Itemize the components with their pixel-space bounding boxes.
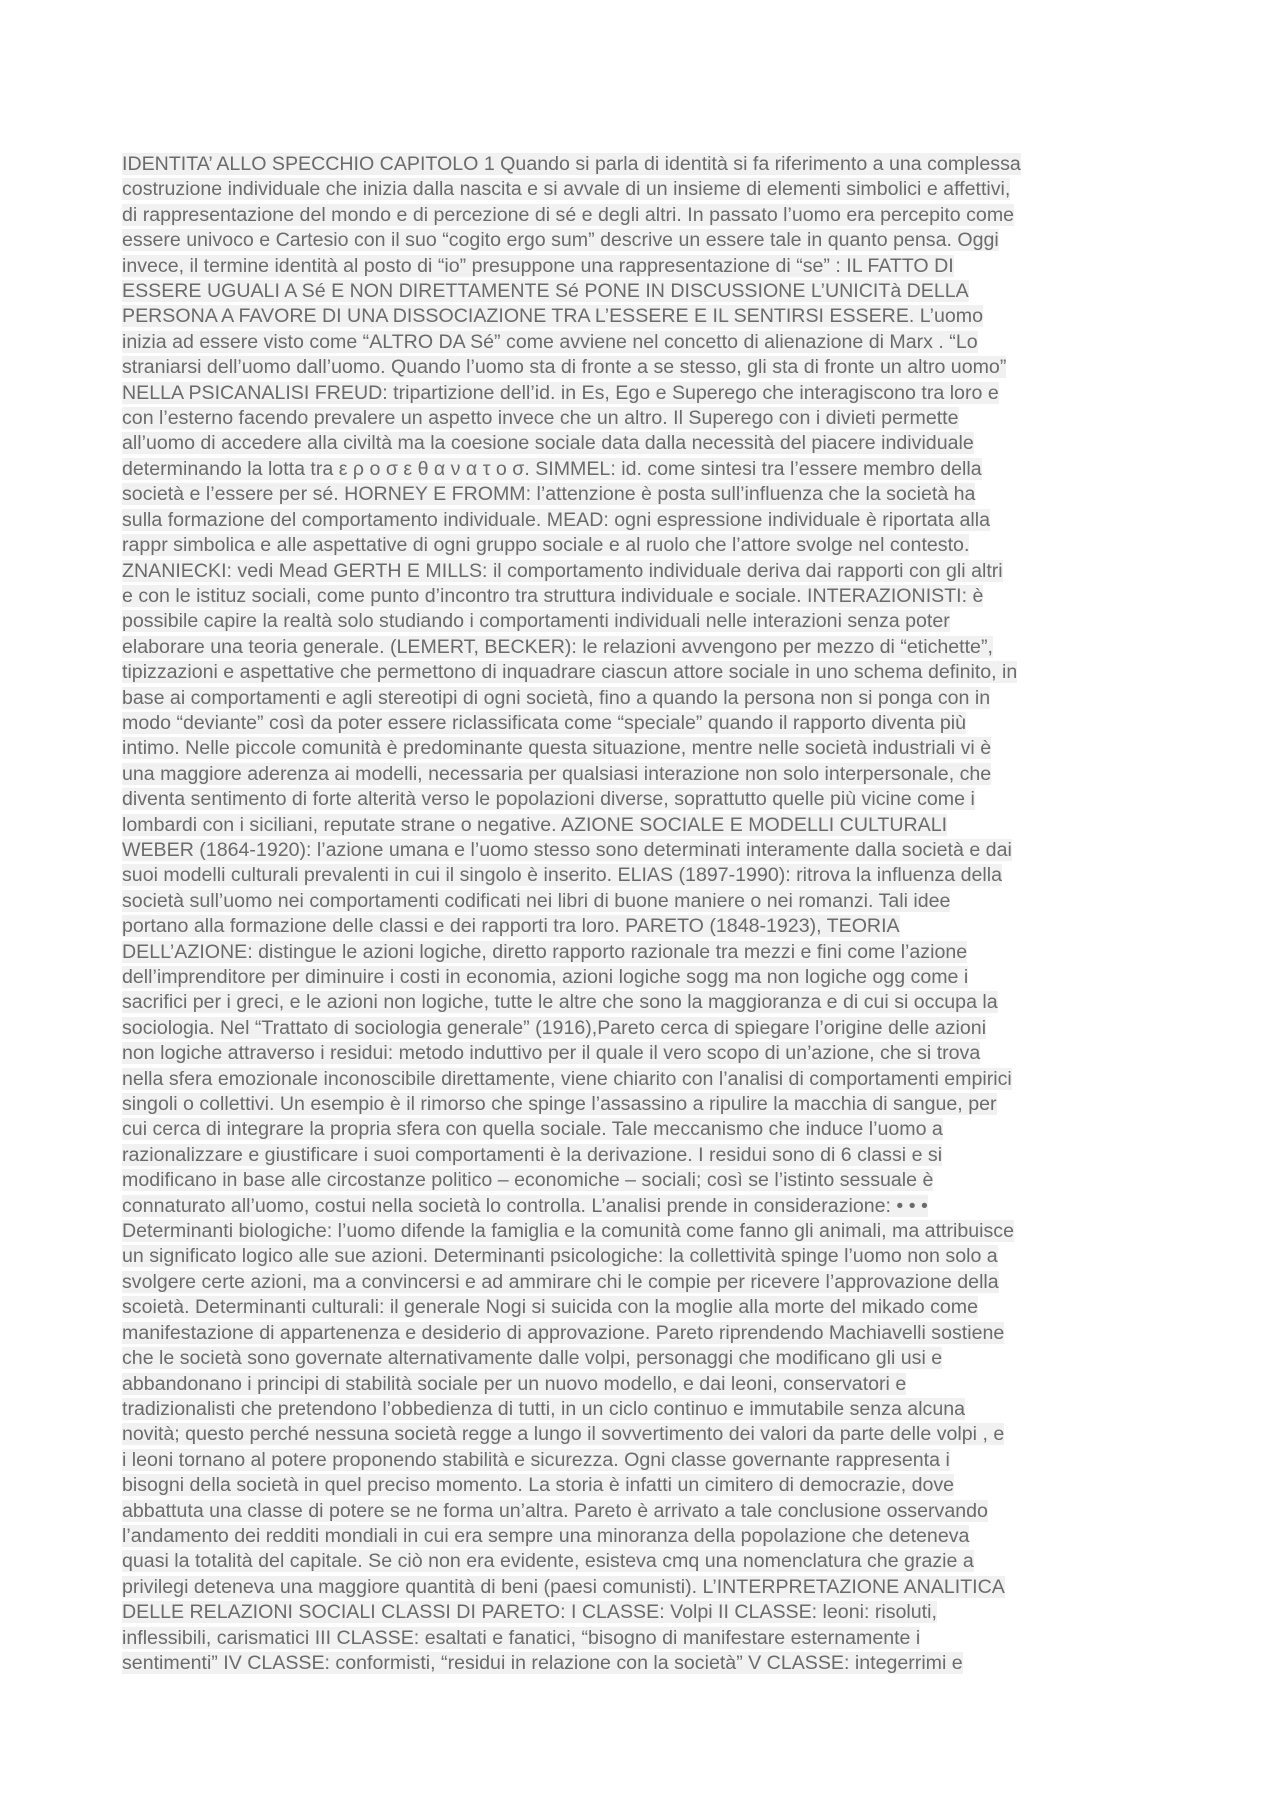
text-line [122,152,1170,177]
text-line-content: ESSERE UGUALI A Sé E NON DIRETTAMENTE Sé PONE IN DISCUSSIONE L’UNICITà DELLA [122,280,969,303]
text-line-content: una maggiore aderenza ai modelli, necessaria per qualsiasi interazione non solo interpersonale, che [122,762,992,785]
text-line [122,457,1170,482]
text-line [122,990,1170,1015]
text-line-content: DELL’AZIONE: distingue le azioni logiche, diretto rapporto razionale tra mezzi e fini come l’azione [122,940,968,963]
text-line [122,1067,1170,1092]
text-line-content: sociologia. Nel “Trattato di sociologia generale” (1916),Pareto cerca di spiegare l’origine delle azioni [122,1016,987,1039]
text-line [122,279,1170,304]
text-line-content: Determinanti biologiche: l’uomo difende la famiglia e la comunità come fanno gli animali, ma attribuisce [122,1220,1014,1243]
text-line [122,203,1170,228]
text-line-content: base ai comportamenti e agli stereotipi di ogni società, fino a quando la persona non si ponga con in [122,686,991,709]
text-line-content: singoli o collettivi. Un esempio è il rimorso che spinge l’assassino a ripulire la macchia di sangue, per [122,1093,997,1116]
text-line [122,914,1170,939]
text-line [122,406,1170,431]
text-line-content: razionalizzare e giustificare i suoi comportamenti è la derivazione. I residui sono di 6 classi e si [122,1143,943,1166]
text-line-content: all’uomo di accedere alla civiltà ma la coesione sociale data dalla necessità del piacere individuale [122,432,974,455]
text-line [122,508,1170,533]
text-line [122,711,1170,736]
text-line-content: connaturato all’uomo, costui nella società lo controlla. L’analisi prende in considerazione: • • • [122,1194,928,1217]
text-line [122,965,1170,990]
text-line-content: società e l’essere per sé. HORNEY E FROMM: l’attenzione è posta sull’influenza che la società ha [122,483,976,506]
text-line-content: straniarsi dell’uomo dall’uomo. Quando l’uomo sta di fronte a se stesso, gli sta di fronte un altro uomo” [122,356,1007,379]
text-line [122,1016,1170,1041]
text-line [122,1143,1170,1168]
text-line [122,1041,1170,1066]
text-line-content: diventa sentimento di forte alterità verso le popolazioni diverse, soprattutto quelle più vicine come i [122,788,975,811]
text-line-content: ZNANIECKI: vedi Mead GERTH E MILLS: il comportamento individuale deriva dai rapporti con gli altri [122,559,1003,582]
text-line-content: quasi la totalità del capitale. Se ciò non era evidente, esisteva cmq una nomenclatura che grazie a [122,1550,974,1573]
text-line-content: possibile capire la realtà solo studiando i comportamenti individuali nelle interazioni senza poter [122,610,950,633]
text-line-content: costruzione individuale che inizia dalla nascita e si avvale di un insieme di elementi simbolici e affettivi, [122,178,1011,201]
text-line-content: suoi modelli culturali prevalenti in cui il singolo è inserito. ELIAS (1897-1990): ritrova la influenza della [122,864,1003,887]
text-line [122,304,1170,329]
text-line [122,1117,1170,1142]
text-line [122,1524,1170,1549]
text-line [122,1651,1170,1676]
text-line [122,863,1170,888]
text-line [122,559,1170,584]
text-line-content: bisogni della società in quel preciso momento. La storia è infatti un cimitero di democrazie, dove [122,1474,955,1497]
text-line [122,431,1170,456]
text-line [122,889,1170,914]
text-line [122,1168,1170,1193]
text-line-content: elaborare una teoria generale. (LEMERT, BECKER): le relazioni avvengono per mezzo di “etichette”, [122,635,993,658]
text-line [122,1092,1170,1117]
text-line-content: essere univoco e Cartesio con il suo “cogito ergo sum” descrive un essere tale in quanto pensa. Oggi [122,229,999,252]
text-line-content: con l’esterno facendo prevalere un aspetto invece che un altro. Il Superego con i divieti permette [122,407,959,430]
text-line-content: sulla formazione del comportamento individuale. MEAD: ogni espressione individuale è riportata alla [122,508,991,531]
text-line [122,762,1170,787]
text-line-content: l’andamento dei redditi mondiali in cui era sempre una minoranza della popolazione che deteneva [122,1524,970,1547]
text-line-content: un significato logico alle sue azioni. Determinanti psicologiche: la collettività spinge l’uomo non solo a [122,1245,998,1268]
text-line-content: modo “deviante” così da poter essere riclassificata come “speciale” quando il rapporto diventa più [122,711,967,734]
text-line-content: cui cerca di integrare la propria sfera con quella sociale. Tale meccanismo che induce l’uomo a [122,1118,943,1141]
text-line-content: lombardi con i siciliani, reputate strane o negative. AZIONE SOCIALE E MODELLI CULTURALI [122,813,948,836]
text-line-content: di rappresentazione del mondo e di percezione di sé e degli altri. In passato l’uomo era percepito come [122,203,1015,226]
text-line [122,1473,1170,1498]
text-line [122,1346,1170,1371]
text-line [122,533,1170,558]
text-line-content: invece, il termine identità al posto di “io” presuppone una rappresentazione di “se” : IL FATTO DI [122,254,954,277]
text-line [122,635,1170,660]
text-line [122,228,1170,253]
text-line [122,1575,1170,1600]
text-line-content: inizia ad essere visto come “ALTRO DA Sé” come avviene nel concetto di alienazione di Marx . “Lo [122,330,978,353]
text-line-content: modificano in base alle circostanze politico – economiche – sociali; così se l’istinto sessuale è [122,1169,934,1192]
text-line-content: NELLA PSICANALISI FREUD: tripartizione dell’id. in Es, Ego e Superego che interagiscono tra loro e [122,381,999,404]
text-line-content: intimo. Nelle piccole comunità è predominante questa situazione, mentre nelle società industriali vi è [122,737,992,760]
text-line [122,1219,1170,1244]
text-line [122,254,1170,279]
text-line [122,686,1170,711]
text-line [122,838,1170,863]
text-line [122,1499,1170,1524]
text-line [122,1448,1170,1473]
text-line [122,381,1170,406]
text-line [122,584,1170,609]
text-line-content: novità; questo perché nessuna società regge a lungo il sovvertimento dei valori da parte delle volpi , e [122,1423,1005,1446]
text-line-content: abbattuta una classe di potere se ne forma un’altra. Pareto è arrivato a tale conclusione osservando [122,1499,988,1522]
text-line [122,1600,1170,1625]
text-line [122,1397,1170,1422]
text-line-content: scoietà. Determinanti culturali: il generale Nogi si suicida con la moglie alla morte del mikado come [122,1296,978,1319]
text-line [122,736,1170,761]
text-line-content: DELLE RELAZIONI SOCIALI CLASSI DI PARETO: I CLASSE: Volpi II CLASSE: leoni: risoluti, [122,1601,937,1624]
text-line [122,355,1170,380]
text-line [122,1194,1170,1219]
text-line [122,1321,1170,1346]
text-line-content: nella sfera emozionale inconoscibile direttamente, viene chiarito con l’analisi di comportamenti empirici [122,1067,1012,1090]
text-line-content: inflessibili, carismatici III CLASSE: esaltati e fanatici, “bisogno di manifestare esternamente i [122,1626,921,1649]
text-line-content: IDENTITA’ ALLO SPECCHIO CAPITOLO 1 Quando si parla di identità si fa riferimento a una complessa [122,153,1021,175]
text-line [122,330,1170,355]
text-line [122,1422,1170,1447]
text-line-content: abbandonano i principi di stabilità sociale per un nuovo modello, e dai leoni, conservatori e [122,1372,907,1395]
text-line [122,813,1170,838]
text-line-content: sentimenti” IV CLASSE: conformisti, “residui in relazione con la società” V CLASSE: integerrimi e [122,1651,963,1674]
text-line-content: portano alla formazione delle classi e dei rapporti tra loro. PARETO (1848-1923), TEORIA [122,915,900,938]
text-line-content: svolgere certe azioni, ma a convincersi e ad ammirare chi le compie per ricevere l’approvazione della [122,1270,999,1293]
text-line-content: determinando la lotta tra ε ρ ο σ ε θ α ν α τ ο σ. SIMMEL: id. come sintesi tra l’essere membro della [122,457,982,480]
text-line-content: dell’imprenditore per diminuire i costi in economia, azioni logiche sogg ma non logiche ogg come i [122,966,969,988]
text-line [122,609,1170,634]
text-line [122,1295,1170,1320]
text-line-content: WEBER (1864-1920): l’azione umana e l’uomo stesso sono determinati interamente dalla società e dai [122,838,1012,861]
text-line-content: PERSONA A FAVORE DI UNA DISSOCIAZIONE TRA L’ESSERE E IL SENTIRSI ESSERE. L’uomo [122,305,983,328]
text-line [122,787,1170,812]
text-line-content: privilegi deteneva una maggiore quantità di beni (paesi comunisti). L’INTERPRETAZIONE ANALITICA [122,1575,1005,1598]
text-line-content: società sull’uomo nei comportamenti codificati nei libri di buone maniere o nei romanzi. Tali idee [122,889,951,912]
text-line-content: tradizionalisti che pretendono l’obbedienza di tutti, in un ciclo continuo e immutabile senza alcuna [122,1397,966,1420]
text-line-content: non logiche attraverso i residui: metodo induttivo per il quale il vero scopo di un’azione, che si trova [122,1042,981,1065]
text-line [122,177,1170,202]
text-line-content: manifestazione di appartenenza e desiderio di approvazione. Pareto riprendendo Machiavelli sostiene [122,1321,1005,1344]
text-line [122,1372,1170,1397]
text-line-content: i leoni tornano al potere proponendo stabilità e sicurezza. Ogni classe governante rappresenta i [122,1448,950,1471]
text-line-content: rappr simbolica e alle aspettative di ogni gruppo sociale e al ruolo che l’attore svolge nel contesto. [122,534,970,557]
text-line-content: tipizzazioni e aspettative che permettono di inquadrare ciascun attore sociale in uno schema definito, in [122,661,1018,684]
document-body-text [122,152,1170,1676]
text-line [122,1270,1170,1295]
text-line [122,1244,1170,1269]
text-line [122,482,1170,507]
text-line [122,1626,1170,1651]
text-line-content: sacrifici per i greci, e le azioni non logiche, tutte le altre che sono la maggioranza e di cui si occupa la [122,991,998,1014]
text-line-content: che le società sono governate alternativamente dalle volpi, personaggi che modificano gli usi e [122,1347,943,1370]
text-line [122,1549,1170,1574]
text-line [122,660,1170,685]
text-line [122,940,1170,965]
text-line-content: e con le istituz sociali, come punto d’incontro tra struttura individuale e sociale. INTERAZIONISTI: è [122,584,984,607]
